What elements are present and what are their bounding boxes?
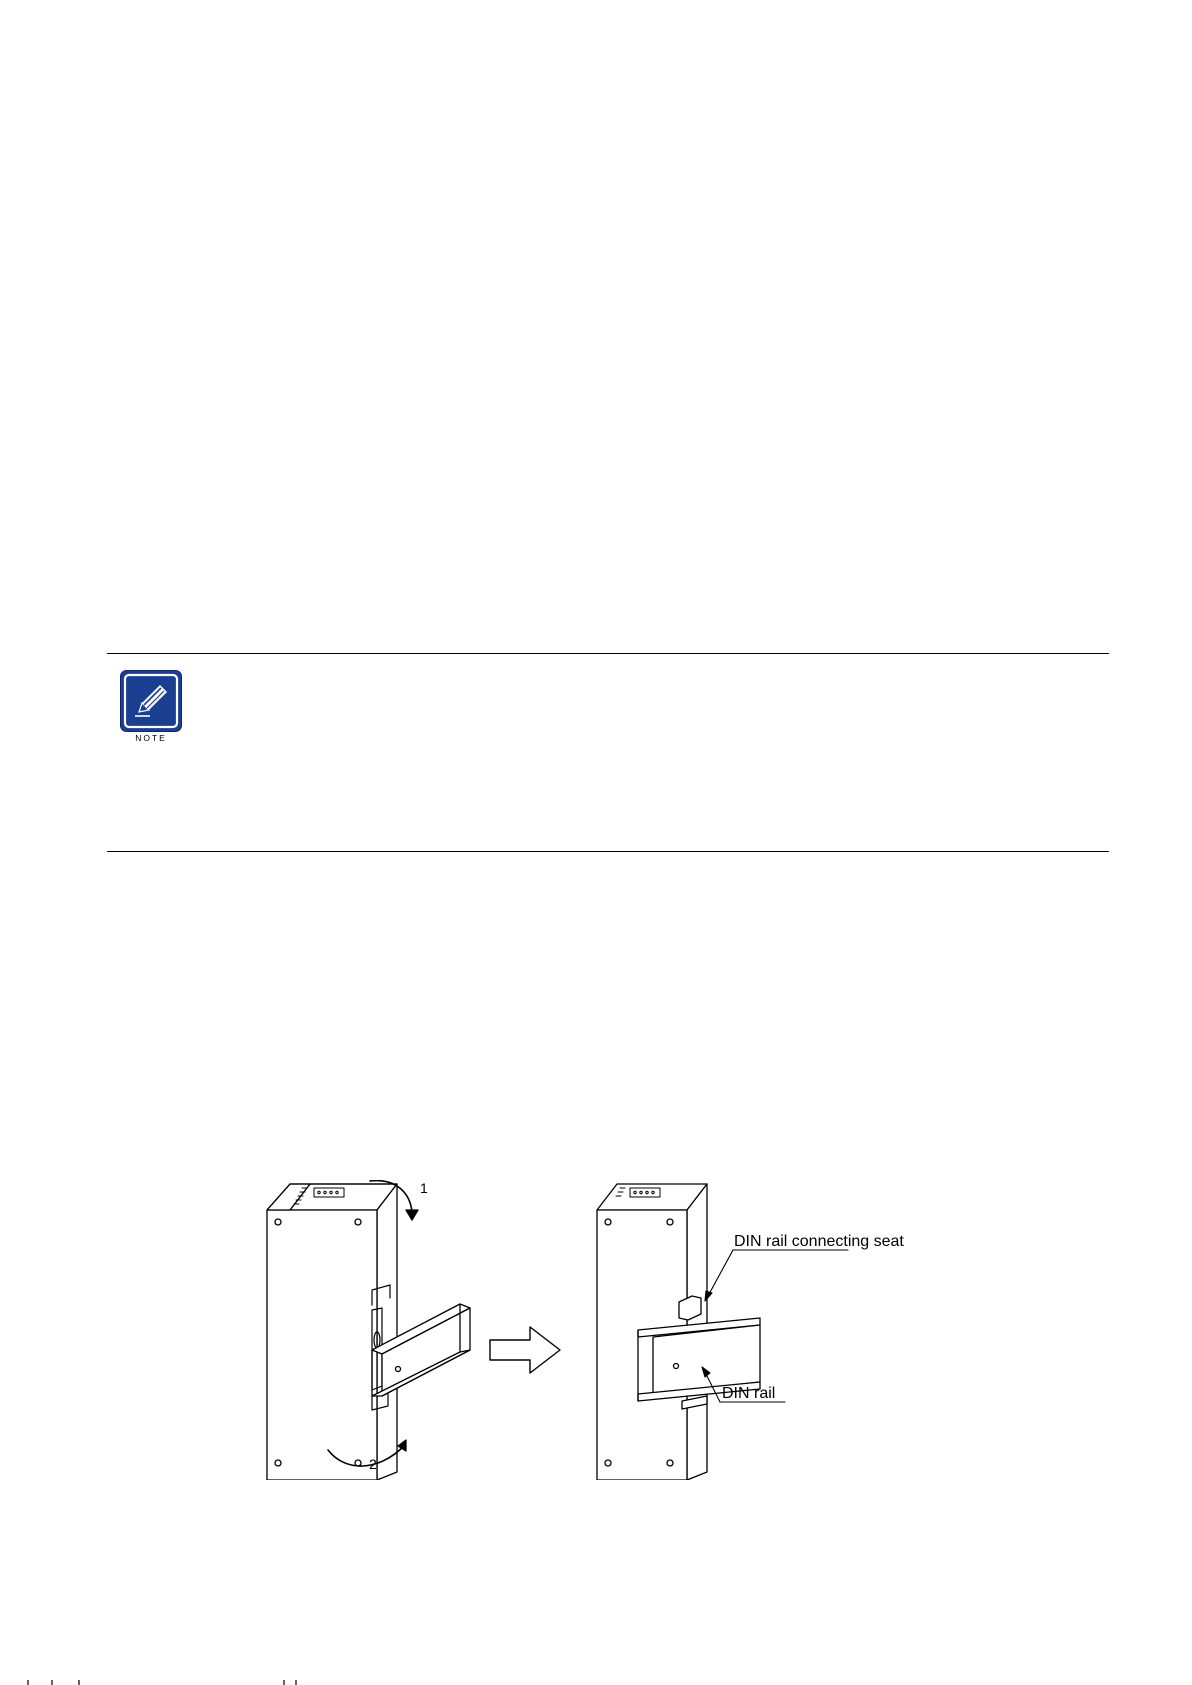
direction-arrow bbox=[490, 1327, 560, 1373]
device-left bbox=[267, 1184, 397, 1480]
note-icon bbox=[120, 670, 182, 742]
callout-din-rail: DIN rail bbox=[722, 1385, 776, 1402]
note-icon-label: NOTE bbox=[135, 733, 167, 742]
note-top-rule bbox=[107, 653, 1109, 654]
callout-din-rail-connecting-seat: DIN rail connecting seat bbox=[734, 1233, 904, 1250]
step-label-2: 2 bbox=[369, 1456, 377, 1472]
din-rail-installation-figure bbox=[260, 1180, 960, 1480]
callout-leader-seat bbox=[705, 1250, 848, 1301]
step-label-1: 1 bbox=[420, 1180, 428, 1196]
note-bottom-rule bbox=[107, 851, 1109, 852]
scan-edge-marks bbox=[0, 1678, 1192, 1685]
